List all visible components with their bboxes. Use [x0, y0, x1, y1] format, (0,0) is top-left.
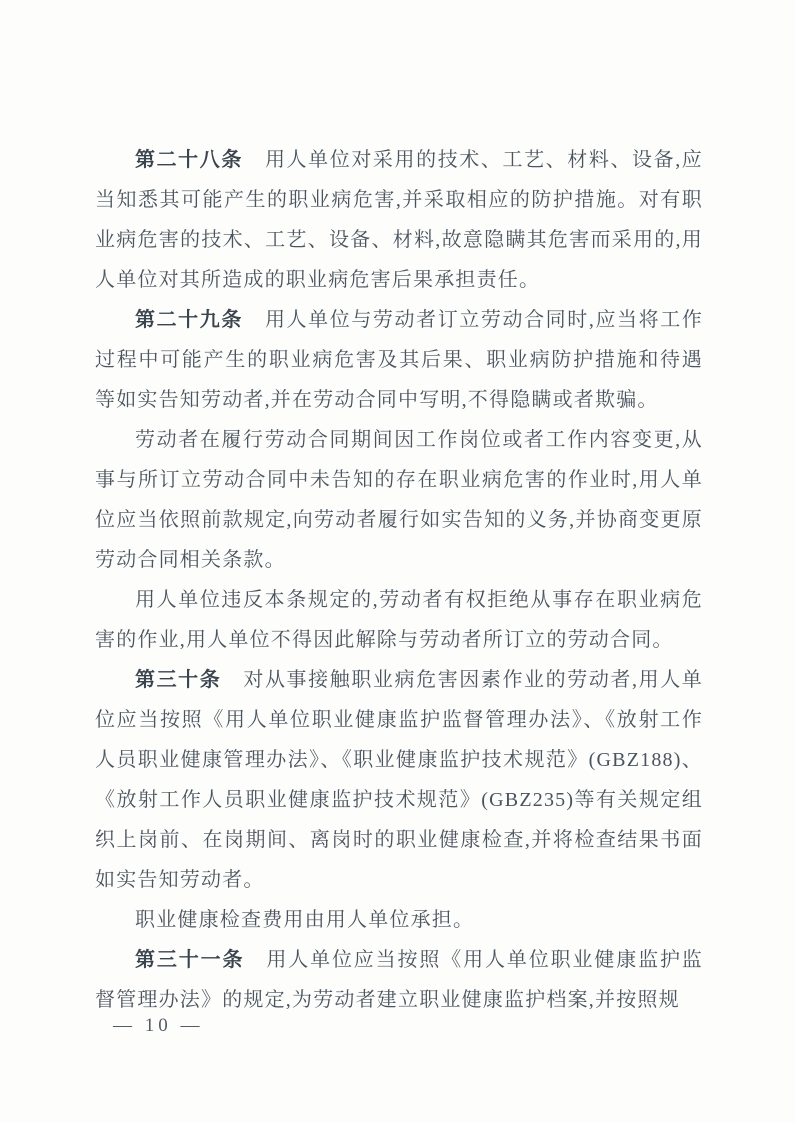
article-number: 第三十条 — [135, 669, 222, 691]
legal-paragraph — [95, 660, 703, 900]
document-body — [95, 140, 703, 1020]
article-text: 劳动者在履行劳动合同期间因工作岗位或者工作内容变更,从事与所订立劳动合同中未告知的存在职业病危害的作业时,用人单位应当依照前款规定,向劳动者履行如实告知的义务,并协商变更原劳动合同相关条款。 — [95, 429, 703, 571]
legal-paragraph — [95, 300, 703, 420]
legal-paragraph — [95, 580, 703, 660]
legal-paragraph — [95, 140, 703, 300]
article-text: 用人单位违反本条规定的,劳动者有权拒绝从事存在职业病危害的作业,用人单位不得因此解除与劳动者所订立的劳动合同。 — [95, 589, 703, 651]
article-text: 用人单位应当按照《用人单位职业健康监护监督管理办法》的规定,为劳动者建立职业健康监护档案,并按照规 — [95, 949, 704, 1011]
article-text: 用人单位与劳动者订立劳动合同时,应当将工作过程中可能产生的职业病危害及其后果、职业病防护措施和待遇等如实告知劳动者,并在劳动合同中写明,不得隐瞒或者欺骗。 — [95, 309, 704, 411]
article-text: 用人单位对采用的技术、工艺、材料、设备,应当知悉其可能产生的职业病危害,并采取相应的防护措施。对有职业病危害的技术、工艺、设备、材料,故意隐瞒其危害而采用的,用人单位对其所造成的职业病危害后果承担责任。 — [95, 149, 704, 291]
article-number: 第二十八条 — [135, 149, 243, 171]
legal-paragraph — [95, 420, 703, 580]
article-text: 对从事接触职业病危害因素作业的劳动者,用人单位应当按照《用人单位职业健康监护监督管理办法》、《放射工作人员职业健康管理办法》、《职业健康监护技术规范》(GBZ188)、《放射工作人员职业健康监护技术规范》(GBZ235)等有关规定组织上岗前、在岗期间、离岗时的职业健康检查,并将检查结果书面如实告知劳动者。 — [95, 669, 703, 891]
article-text: 职业健康检查费用由用人单位承担。 — [135, 909, 475, 931]
article-number: 第三十一条 — [135, 949, 245, 971]
legal-paragraph — [95, 900, 703, 940]
page-number: — 10 — — [113, 1015, 204, 1036]
article-number: 第二十九条 — [135, 309, 243, 331]
legal-paragraph — [95, 940, 703, 1020]
